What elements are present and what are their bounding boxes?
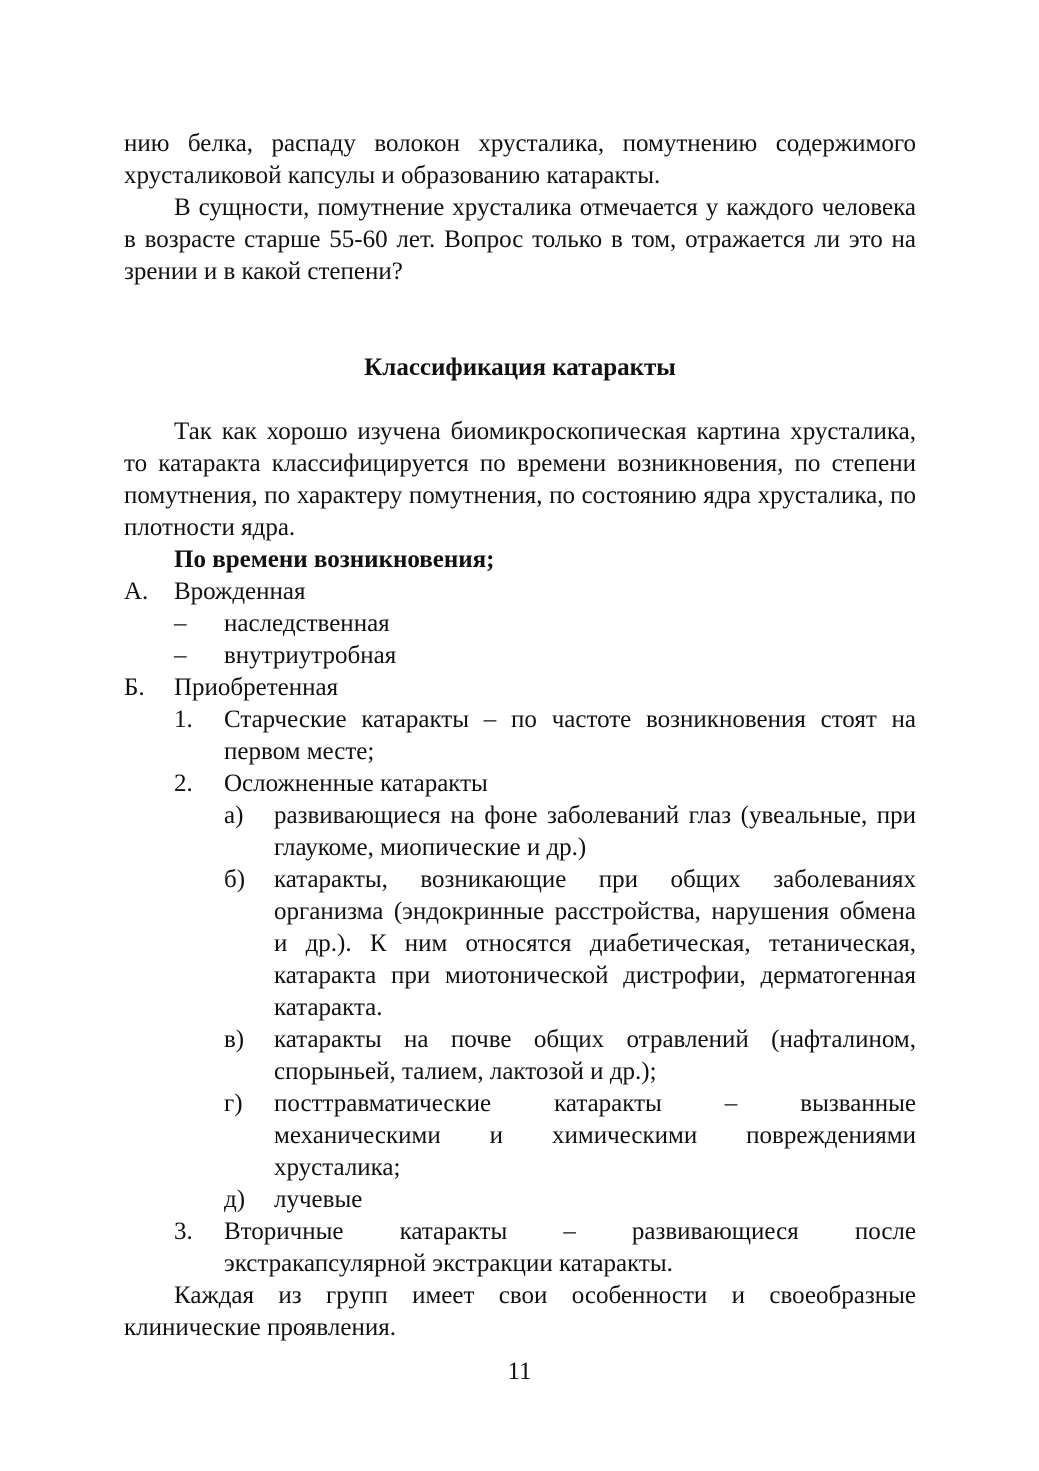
list-marker: –	[174, 642, 187, 669]
list-text: Вторичные катаракты – развивающиеся после экстракапсулярной экстракции катаракты.	[224, 1218, 916, 1277]
list-text: развивающиеся на фоне заболеваний глаз (увеальные, при глаукоме, миопические и др.)	[274, 802, 916, 861]
list-item	[124, 640, 916, 672]
list-label: Приобретенная	[174, 674, 339, 701]
sub-list-item	[124, 1024, 916, 1088]
list-item-acquired	[124, 672, 916, 704]
paragraph-age: В сущности, помутнение хрусталика отмечается у каждого человека в возрасте старше 55-60 лет. Вопрос только в том, отражается ли это на зрении и в какой степени?	[124, 194, 916, 285]
list-text: посттравматические катаракты – вызванные механическими и химическими повреждениями хрусталика;	[274, 1090, 916, 1181]
list-text: Старческие катаракты – по частоте возникновения стоят на первом месте;	[224, 706, 916, 765]
list-text: катаракты на почве общих отравлений (нафталином, спорыньей, талием, лактозой и др.);	[274, 1026, 916, 1085]
list-text: внутриутробная	[224, 642, 397, 669]
top-text	[124, 128, 916, 288]
list-text: наследственная	[224, 610, 390, 637]
sub-list-item	[124, 1184, 916, 1216]
page-number: 11	[507, 1358, 532, 1385]
list-item-complicated	[124, 768, 916, 800]
intro-paragraph: Так как хорошо изучена биомикроскопическая картина хрусталика, то катаракта классифицируется по времени возникновения, по степени помутнения, по характеру помутнения, по состоянию ядра хрусталика, по плотности ядра.	[124, 418, 916, 541]
list-marker: –	[174, 610, 187, 637]
list-label: Врожденная	[174, 578, 306, 605]
list-item-secondary	[124, 1216, 916, 1280]
list-marker: а)	[224, 802, 244, 829]
list-item-congenital	[124, 576, 916, 608]
list-marker: в)	[224, 1026, 245, 1053]
list-marker: д)	[224, 1186, 246, 1213]
list-marker: А.	[124, 578, 149, 605]
sub-list-item	[124, 800, 916, 864]
sub-list-item	[124, 1088, 916, 1184]
list-item	[124, 608, 916, 640]
subheading: По времени возникновения;	[174, 546, 495, 573]
section-title: Классификация катаракты	[364, 354, 676, 381]
list-marker: 1.	[174, 706, 193, 733]
list-marker: 2.	[174, 770, 193, 797]
classification-section	[124, 416, 916, 1344]
list-marker: Б.	[124, 674, 145, 701]
sub-list-item	[124, 864, 916, 1024]
list-text: Осложненные катаракты	[224, 770, 488, 797]
list-marker: г)	[224, 1090, 243, 1117]
paragraph-continued: нию белка, распаду волокон хрусталика, помутнению содержимого хрусталиковой капсулы и образованию катаракты.	[124, 130, 916, 189]
list-marker: б)	[224, 866, 246, 893]
list-text: лучевые	[274, 1186, 363, 1213]
list-text: катаракты, возникающие при общих заболеваниях организма (эндокринные расстройства, нарушения обмена и др.). К ним относятся диабетическая, тетаническая, катаракта при миотонической дистрофии, дерматогенная катаракта.	[274, 866, 916, 1021]
list-item-senile	[124, 704, 916, 768]
list-marker: 3.	[174, 1218, 193, 1245]
closing-paragraph: Каждая из групп имеет свои особенности и своеобразные клинические проявления.	[124, 1282, 916, 1341]
